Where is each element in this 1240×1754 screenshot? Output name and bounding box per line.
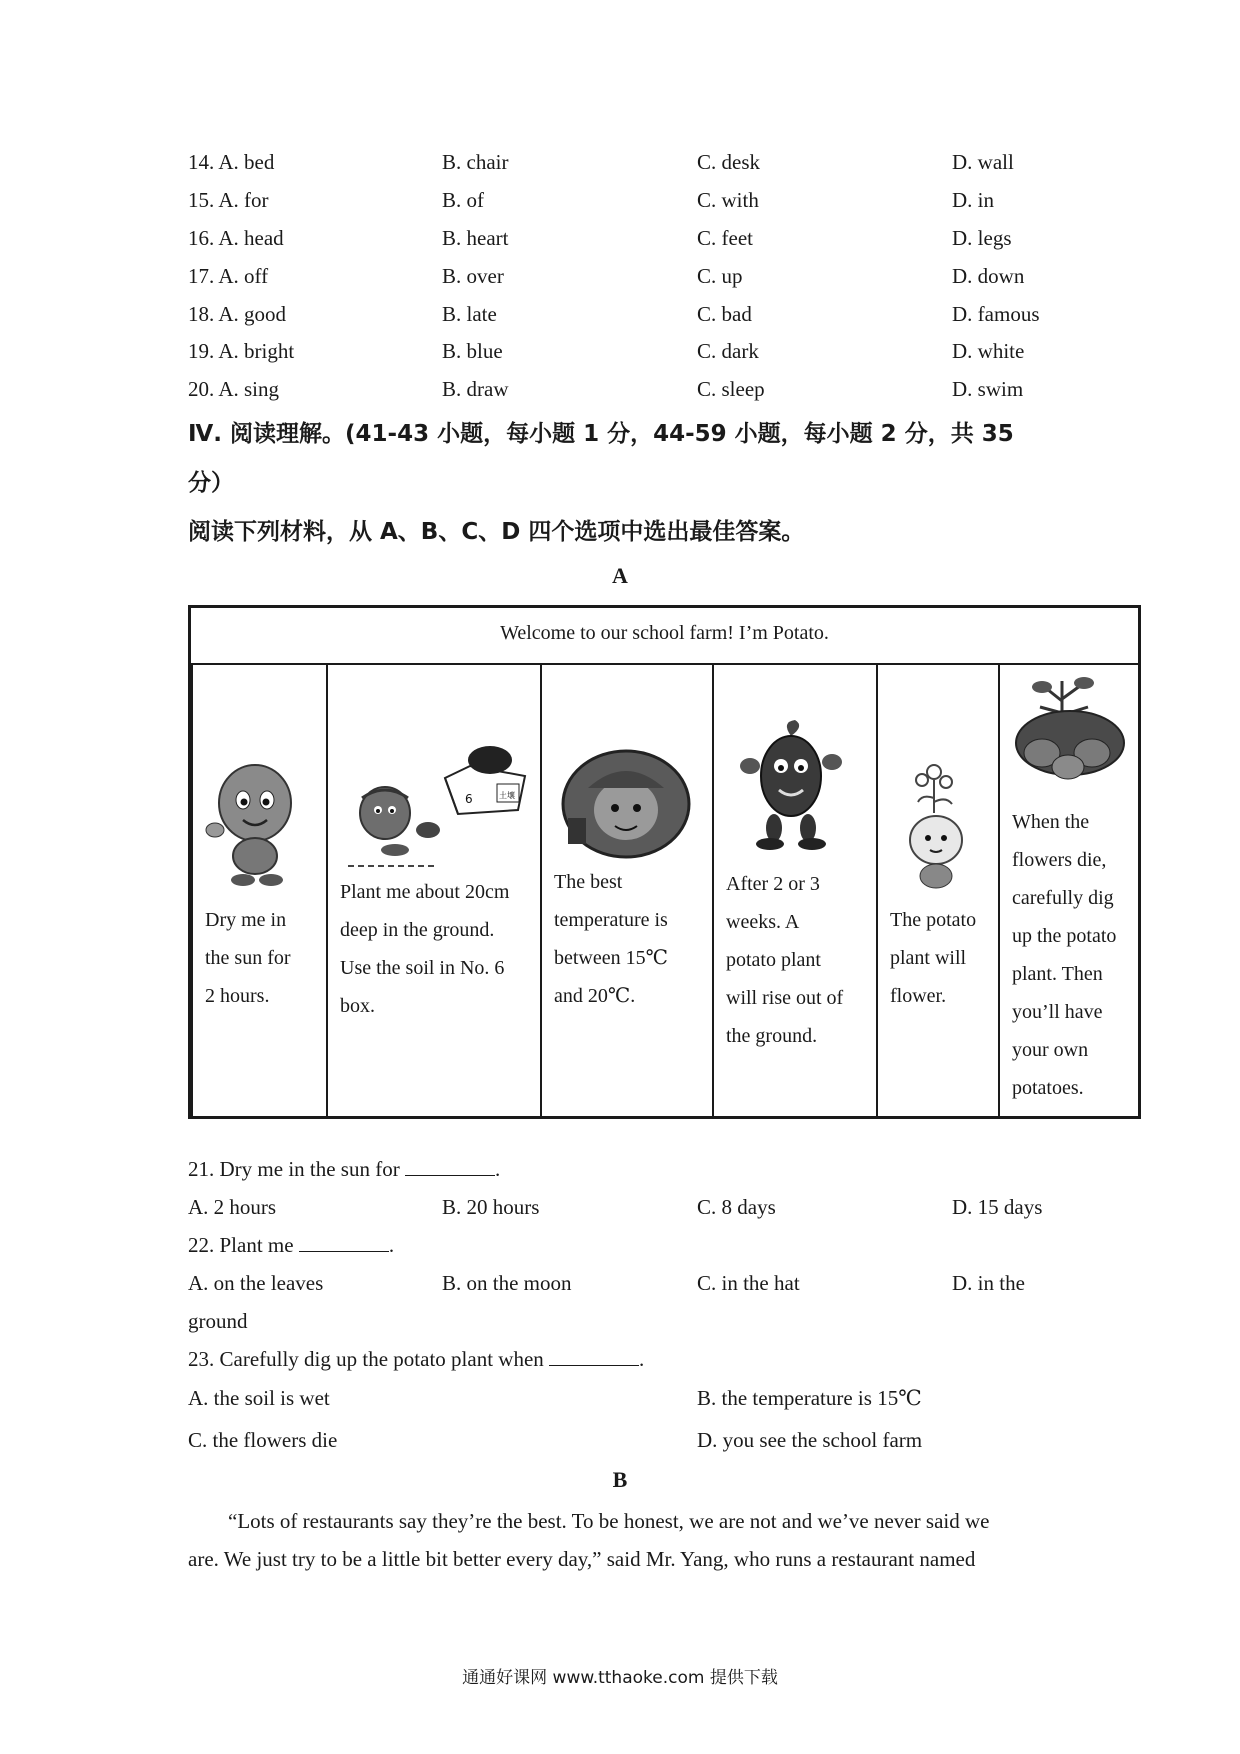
option-a <box>188 150 274 175</box>
box-soil-label: 土壤 <box>499 791 515 800</box>
cell-2-text <box>340 873 532 1025</box>
text-line: box. <box>340 995 375 1017</box>
text-line: potatoes. <box>1012 1077 1084 1099</box>
question-end: . <box>639 1347 645 1371</box>
cell-4-text <box>726 865 868 1055</box>
question-23-options-row2 <box>0 1428 1240 1464</box>
option-row-19 <box>0 339 1240 375</box>
option-c: C. in the hat <box>697 1271 800 1295</box>
text-line: weeks. A <box>726 911 800 933</box>
question-number: 14. <box>188 150 215 174</box>
text-line: 2 hours. <box>205 985 270 1007</box>
potato-flower-image <box>898 758 978 898</box>
cell-3-text <box>554 863 704 1015</box>
table-cell-6 <box>998 663 1138 1116</box>
option-c: C. bad <box>697 302 752 326</box>
text-line: Plant me about 20cm <box>340 881 510 903</box>
option-a <box>188 226 284 251</box>
option-d: D. swim <box>952 377 1024 401</box>
option-a-text: A. bright <box>218 339 295 363</box>
option-b: B. draw <box>442 377 509 401</box>
question-number: 15. <box>188 188 215 212</box>
question-end: . <box>388 1233 395 1257</box>
text-line: Dry me in <box>205 909 287 931</box>
option-row-14 <box>0 150 1240 186</box>
option-row-18 <box>0 302 1240 338</box>
text-line: flower. <box>890 985 947 1007</box>
option-b: B. of <box>442 188 484 212</box>
option-c: C. 8 days <box>697 1195 776 1219</box>
question-21-stem <box>188 1157 500 1182</box>
box-number-label: 6 <box>465 792 473 806</box>
option-b: B. on the moon <box>442 1271 572 1295</box>
option-c: C. feet <box>697 226 753 250</box>
option-b: B. the temperature is 15℃ <box>697 1386 922 1410</box>
option-c: C. dark <box>697 339 759 363</box>
option-d: D. down <box>952 264 1025 288</box>
option-a: A. on the leaves <box>188 1271 324 1295</box>
option-a-text: A. for <box>218 188 269 212</box>
dug-up-potatoes-image <box>1012 671 1127 791</box>
potato-sprout-image <box>734 718 849 853</box>
passage-a-label: A <box>612 563 628 588</box>
table-title: Welcome to our school farm! I’m Potato. <box>191 608 1138 665</box>
option-d: D. in the <box>952 1271 1025 1295</box>
option-a-text: A. bed <box>218 150 275 174</box>
option-d: D. famous <box>952 302 1040 326</box>
text-line: After 2 or 3 <box>726 873 820 895</box>
question-number: 19. <box>188 339 215 363</box>
option-a <box>188 188 269 213</box>
option-b: B. chair <box>442 150 509 174</box>
text-line: the ground. <box>726 1025 818 1047</box>
option-a-text: A. good <box>218 302 287 326</box>
text-line: you’ll have <box>1012 1001 1103 1023</box>
text-line: your own <box>1012 1039 1089 1061</box>
option-row-16 <box>0 226 1240 262</box>
option-row-17 <box>0 264 1240 300</box>
answer-blank <box>299 1233 389 1252</box>
option-a: A. 2 hours <box>188 1195 277 1219</box>
option-c: C. desk <box>697 150 760 174</box>
text-line: the sun for <box>205 947 291 969</box>
table-cell-4 <box>712 663 876 1116</box>
question-text: 21. Dry me in the sun for <box>188 1157 400 1181</box>
question-22-options <box>0 1271 1240 1307</box>
cell-6-text <box>1012 803 1130 1107</box>
text-line: plant will <box>890 947 967 969</box>
option-row-20 <box>0 377 1240 413</box>
option-a: A. the soil is wet <box>188 1386 330 1410</box>
option-a-text: A. off <box>218 264 269 288</box>
option-c: C. with <box>697 188 759 212</box>
text-line: The best <box>554 871 623 893</box>
option-d: D. wall <box>952 150 1014 174</box>
paragraph-line: “Lots of restaurants say they’re the best. To be honest, we are not and we’ve never said we <box>228 1509 990 1533</box>
option-c: C. sleep <box>697 377 765 401</box>
option-row-15 <box>0 188 1240 224</box>
option-b: B. blue <box>442 339 503 363</box>
text-line: potato plant <box>726 949 821 971</box>
passage-b-label: B <box>612 1467 628 1492</box>
option-a-text: A. sing <box>218 377 280 401</box>
option-c: C. the flowers die <box>188 1428 338 1452</box>
option-d: D. white <box>952 339 1025 363</box>
cell-5-text <box>890 901 990 1015</box>
potato-character-image <box>203 758 308 888</box>
school-farm-table <box>188 605 1141 1119</box>
question-number: 16. <box>188 226 215 250</box>
option-a-text: A. head <box>218 226 284 250</box>
option-a <box>188 264 268 289</box>
text-line: and 20℃. <box>554 985 636 1007</box>
option-d: D. in <box>952 188 994 212</box>
question-end: . <box>494 1157 501 1181</box>
page-footer: 通通好课网 www.tthaoke.com 提供下载 <box>462 1668 778 1688</box>
option-d-continuation: ground <box>188 1309 248 1333</box>
paragraph-line: are. We just try to be a little bit better every day,” said Mr. Yang, who runs a restaurant named <box>188 1547 976 1571</box>
text-line: carefully dig <box>1012 887 1114 909</box>
option-c: C. up <box>697 264 743 288</box>
text-line: between 15℃ <box>554 947 669 969</box>
text-line: When the <box>1012 811 1090 833</box>
answer-blank <box>549 1347 639 1366</box>
question-number: 17. <box>188 264 215 288</box>
section-heading: Ⅳ. 阅读理解。(41-43 小题，每小题 1 分，44-59 小题，每小题 2 分，共 35 <box>188 421 1014 447</box>
option-b: B. 20 hours <box>442 1195 540 1219</box>
text-line: up the potato <box>1012 925 1117 947</box>
passage-b-paragraph <box>188 1502 1048 1578</box>
question-text: 22. Plant me <box>188 1233 294 1257</box>
potato-with-soil-box-image <box>340 738 535 868</box>
potato-in-hat-image <box>560 748 692 860</box>
option-b: B. heart <box>442 226 509 250</box>
text-line: will rise out of <box>726 987 844 1009</box>
text-line: temperature is <box>554 909 668 931</box>
option-b: B. over <box>442 264 504 288</box>
table-cell-5 <box>876 663 998 1116</box>
table-cell-1 <box>191 663 326 1116</box>
text-line: deep in the ground. <box>340 919 495 941</box>
option-a <box>188 302 286 327</box>
option-d: D. you see the school farm <box>697 1428 923 1452</box>
question-23-stem <box>188 1347 644 1372</box>
text-line: flowers die, <box>1012 849 1107 871</box>
text-line: The potato <box>890 909 977 931</box>
option-b: B. late <box>442 302 497 326</box>
option-d: D. 15 days <box>952 1195 1043 1219</box>
question-number: 20. <box>188 377 215 401</box>
answer-blank <box>405 1157 495 1176</box>
question-23-options-row1 <box>0 1386 1240 1422</box>
question-22-stem <box>188 1233 394 1258</box>
question-number: 18. <box>188 302 215 326</box>
question-21-options <box>0 1195 1240 1231</box>
section-instruction: 阅读下列材料，从 A、B、C、D 四个选项中选出最佳答案。 <box>188 519 805 545</box>
cell-1-text <box>205 901 318 1015</box>
text-line: Use the soil in No. 6 <box>340 957 505 979</box>
text-line: plant. Then <box>1012 963 1103 985</box>
option-a <box>188 377 279 402</box>
option-d: D. legs <box>952 226 1012 250</box>
table-cell-3 <box>540 663 712 1116</box>
option-a <box>188 339 294 364</box>
section-heading-cont: 分） <box>188 470 234 496</box>
question-text: 23. Carefully dig up the potato plant when <box>188 1347 544 1371</box>
table-cell-2 <box>326 663 540 1116</box>
